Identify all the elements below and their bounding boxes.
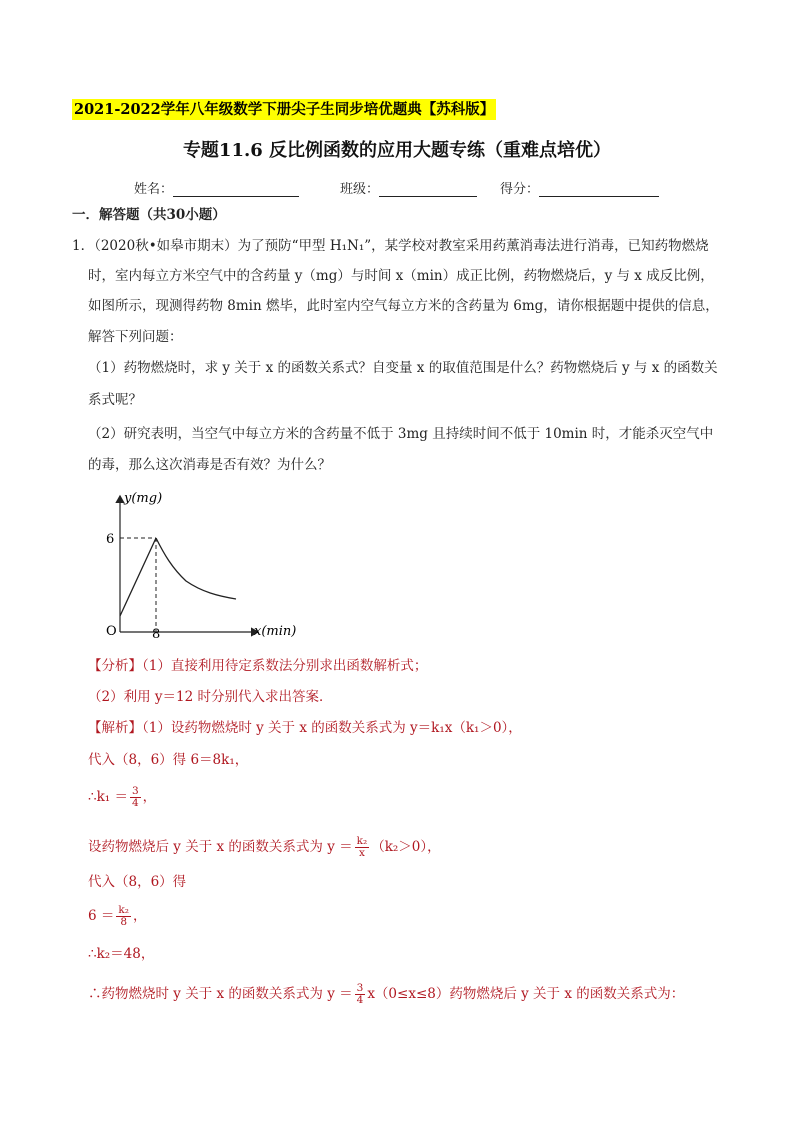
x-axis-label: x(min) bbox=[254, 624, 297, 639]
page-title: 专题11.6 反比例函数的应用大题专练（重难点培优） bbox=[182, 140, 612, 161]
score-blank bbox=[539, 182, 659, 197]
equation-text: ∴k₁ ＝ bbox=[88, 789, 128, 805]
analysis-tag: 【分析】 bbox=[88, 658, 142, 674]
x-tick-label: 8 bbox=[152, 627, 161, 642]
solution-line: ∴k₂＝48， bbox=[88, 946, 155, 962]
section-heading: 一．解答题（共30小题） bbox=[72, 207, 226, 223]
equation-text: x（0≤x≤8）药物燃烧后 y 关于 x 的函数关系式为： bbox=[367, 986, 685, 1002]
fraction-numerator: k₂ bbox=[118, 904, 129, 916]
linear-segment bbox=[120, 538, 156, 616]
problem-line: 如图所示，现测得药物 8min 燃毕，此时室内空气每立方米的含药量为 6mg，请你根据题中提供的信息， bbox=[88, 298, 719, 314]
question-1-line: 系式呢？ bbox=[88, 392, 142, 408]
score-field bbox=[500, 178, 659, 197]
inverse-curve bbox=[156, 538, 236, 599]
question-2-line: （2）研究表明，当空气中每立方米的含药量不低于 3mg 且持续时间不低于 10min 时，才能杀灭空气中 bbox=[88, 426, 714, 442]
header-banner: 2021-2022学年八年级数学下册尖子生同步培优题典【苏科版】 bbox=[74, 101, 495, 118]
name-label: 姓名： bbox=[134, 182, 174, 197]
y-axis-label: y(mg) bbox=[124, 491, 163, 506]
solution-line bbox=[88, 718, 522, 738]
solution-line bbox=[88, 836, 441, 859]
analysis-text: （1）直接利用待定系数法分别求出函数解析式； bbox=[142, 658, 428, 674]
solution-line: 代入（8，6）得 bbox=[88, 874, 187, 890]
fraction bbox=[355, 836, 370, 859]
fraction-denominator: 4 bbox=[356, 994, 364, 1006]
fraction-denominator: x bbox=[358, 847, 365, 859]
equation-text: ， bbox=[132, 908, 147, 924]
problem-line: 解答下列问题： bbox=[88, 329, 183, 345]
question-2-line: 的毒，那么这次消毒是否有效？为什么？ bbox=[88, 457, 331, 473]
equation-text: ， bbox=[142, 789, 157, 805]
fraction bbox=[116, 905, 131, 928]
equation-text: 设药物燃烧后 y 关于 x 的函数关系式为 y ＝ bbox=[88, 839, 353, 855]
fraction-denominator: 8 bbox=[120, 916, 128, 928]
equation-text: ∴药物燃烧时 y 关于 x 的函数关系式为 y ＝ bbox=[88, 986, 353, 1002]
solution-tag: 【解析】 bbox=[88, 720, 142, 736]
solution-line bbox=[88, 905, 146, 928]
class-blank bbox=[379, 182, 477, 197]
name-field bbox=[134, 178, 299, 197]
fraction-denominator: 4 bbox=[131, 797, 139, 809]
analysis-line: （2）利用 y＝12 时分别代入求出答案． bbox=[88, 689, 333, 705]
solution-line: 代入（8，6）得 6＝8k₁， bbox=[88, 752, 249, 768]
class-label: 班级： bbox=[340, 182, 380, 197]
name-blank bbox=[173, 182, 299, 197]
class-field bbox=[340, 178, 477, 197]
equation-text: （k₂＞0）， bbox=[371, 839, 441, 855]
problem-line: 时，室内每立方米空气中的含药量 y（mg）与时间 x（min）成正比例，药物燃烧后，y 与 x 成反比例， bbox=[88, 268, 714, 284]
fraction-numerator: 3 bbox=[131, 785, 139, 797]
analysis-line bbox=[88, 656, 427, 676]
score-label: 得分： bbox=[500, 182, 540, 197]
origin-label: O bbox=[106, 624, 117, 639]
fraction-numerator: 3 bbox=[356, 982, 364, 994]
solution-line bbox=[88, 983, 684, 1006]
function-graph bbox=[98, 488, 308, 648]
equation-text: 6 ＝ bbox=[88, 908, 115, 924]
y-tick-label: 6 bbox=[106, 532, 115, 547]
problem-line: 1．（2020秋•如皋市期末）为了预防“甲型 H₁N₁”，某学校对教室采用药薰消毒法进行消毒，已知药物燃烧 bbox=[72, 238, 709, 254]
fraction bbox=[130, 786, 141, 809]
fraction bbox=[355, 983, 366, 1006]
solution-text: （1）设药物燃烧时 y 关于 x 的函数关系式为 y＝k₁x（k₁＞0）， bbox=[142, 720, 522, 736]
question-1-line: （1）药物燃烧时，求 y 关于 x 的函数关系式？自变量 x 的取值范围是什么？药物燃烧后 y 与 x 的函数关 bbox=[88, 360, 718, 376]
fraction-numerator: k₂ bbox=[356, 835, 368, 847]
solution-line bbox=[88, 786, 156, 809]
